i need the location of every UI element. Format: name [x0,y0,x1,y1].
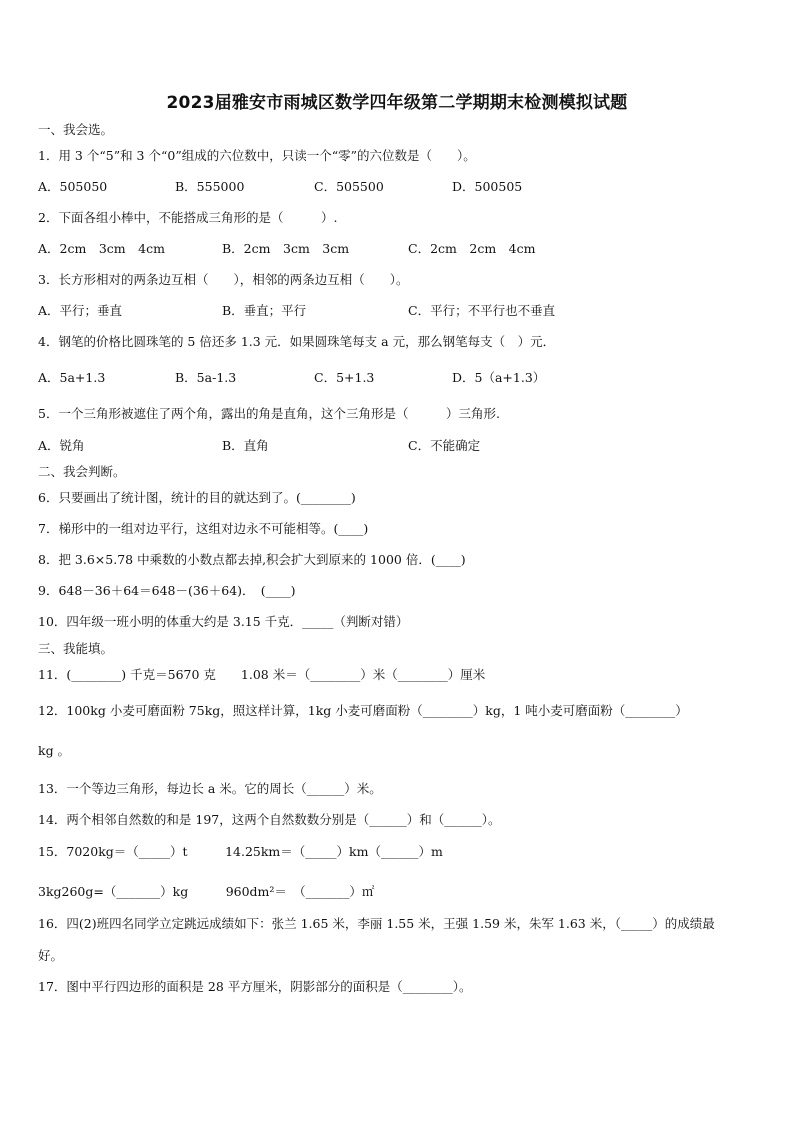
question-12-line-2: kg 。 [38,743,71,758]
option-c: C．5+1.3 [314,370,375,385]
option-b: B．垂直；平行 [222,303,307,318]
option-a: A．平行；垂直 [38,303,123,318]
option-c: C．2cm 2cm 4cm [408,241,536,256]
option-d: D．5（a+1.3） [452,370,546,385]
question-9: 9．648－36＋64＝648－(36＋64)． (____) [38,583,296,598]
option-a: A．2cm 3cm 4cm [38,241,165,256]
question-2: 2．下面各组小棒中，不能搭成三角形的是（ ）. [38,210,338,225]
section-heading-judge: 二、我会判断。 [38,464,126,479]
question-5: 5．一个三角形被遮住了两个角，露出的角是直角，这个三角形是（ ）三角形. [38,406,500,421]
option-a: A．505050 [38,179,108,194]
option-c: C．505500 [314,179,384,194]
option-c: C．不能确定 [408,438,481,453]
option-c: C．平行；不平行也不垂直 [408,303,556,318]
question-12-line-1: 12．100kg 小麦可磨面粉 75kg，照这样计算，1kg 小麦可磨面粉（________）kg，1 吨小麦可磨面粉（________） [38,703,688,718]
section-heading-fill: 三、我能填。 [38,641,114,656]
question-16-line-1: 16．四(2)班四名同学立定跳远成绩如下：张兰 1.65 米，李丽 1.55 米，王强 1.59 米，朱军 1.63 米，（_____）的成绩最 [38,916,715,931]
page-title: 2023届雅安市雨城区数学四年级第二学期期末检测模拟试题 [166,93,628,113]
question-6: 6．只要画出了统计图，统计的目的就达到了。(________) [38,490,356,505]
question-4: 4．钢笔的价格比圆珠笔的 5 倍还多 1.3 元．如果圆珠笔每支 a 元，那么钢笔每支（ ）元． [38,334,556,349]
option-b: B．5a-1.3 [175,370,237,385]
question-7: 7．梯形中的一组对边平行，这组对边永不可能相等。(____) [38,521,369,536]
question-14: 14．两个相邻自然数的和是 197，这两个自然数数分别是（______）和（______）。 [38,812,501,827]
question-17: 17．图中平行四边形的面积是 28 平方厘米，阴影部分的面积是（________）。 [38,979,472,994]
option-b: B．2cm 3cm 3cm [222,241,350,256]
question-16-line-2: 好。 [38,948,64,963]
option-b: B．555000 [175,179,245,194]
question-10: 10．四年级一班小明的体重大约是 3.15 千克．_____（判断对错） [38,614,409,629]
section-heading-choice: 一、我会选。 [38,122,114,137]
option-a: A．锐角 [38,438,85,453]
question-15-line-2: 3kg260g=（_______）kg 960dm²＝ （_______）㎡ [38,884,375,899]
question-3: 3．长方形相对的两条边互相（ ），相邻的两条边互相（ ）。 [38,272,409,287]
option-d: D．500505 [452,179,523,194]
question-1: 1．用 3 个“5”和 3 个“0”组成的六位数中，只读一个“零”的六位数是（ ）。 [38,148,476,163]
question-15-line-1: 15．7020kg＝（_____）t 14.25km＝（_____）km（______）m [38,844,443,859]
question-11: 11．(________) 千克＝5670 克 1.08 米＝（________）米（________）厘米 [38,667,486,682]
question-8: 8．把 3.6×5.78 中乘数的小数点都去掉,积会扩大到原来的 1000 倍．(____) [38,552,466,567]
question-13: 13．一个等边三角形，每边长 a 米。它的周长（______）米。 [38,781,382,796]
option-a: A．5a+1.3 [38,370,106,385]
option-b: B．直角 [222,438,269,453]
